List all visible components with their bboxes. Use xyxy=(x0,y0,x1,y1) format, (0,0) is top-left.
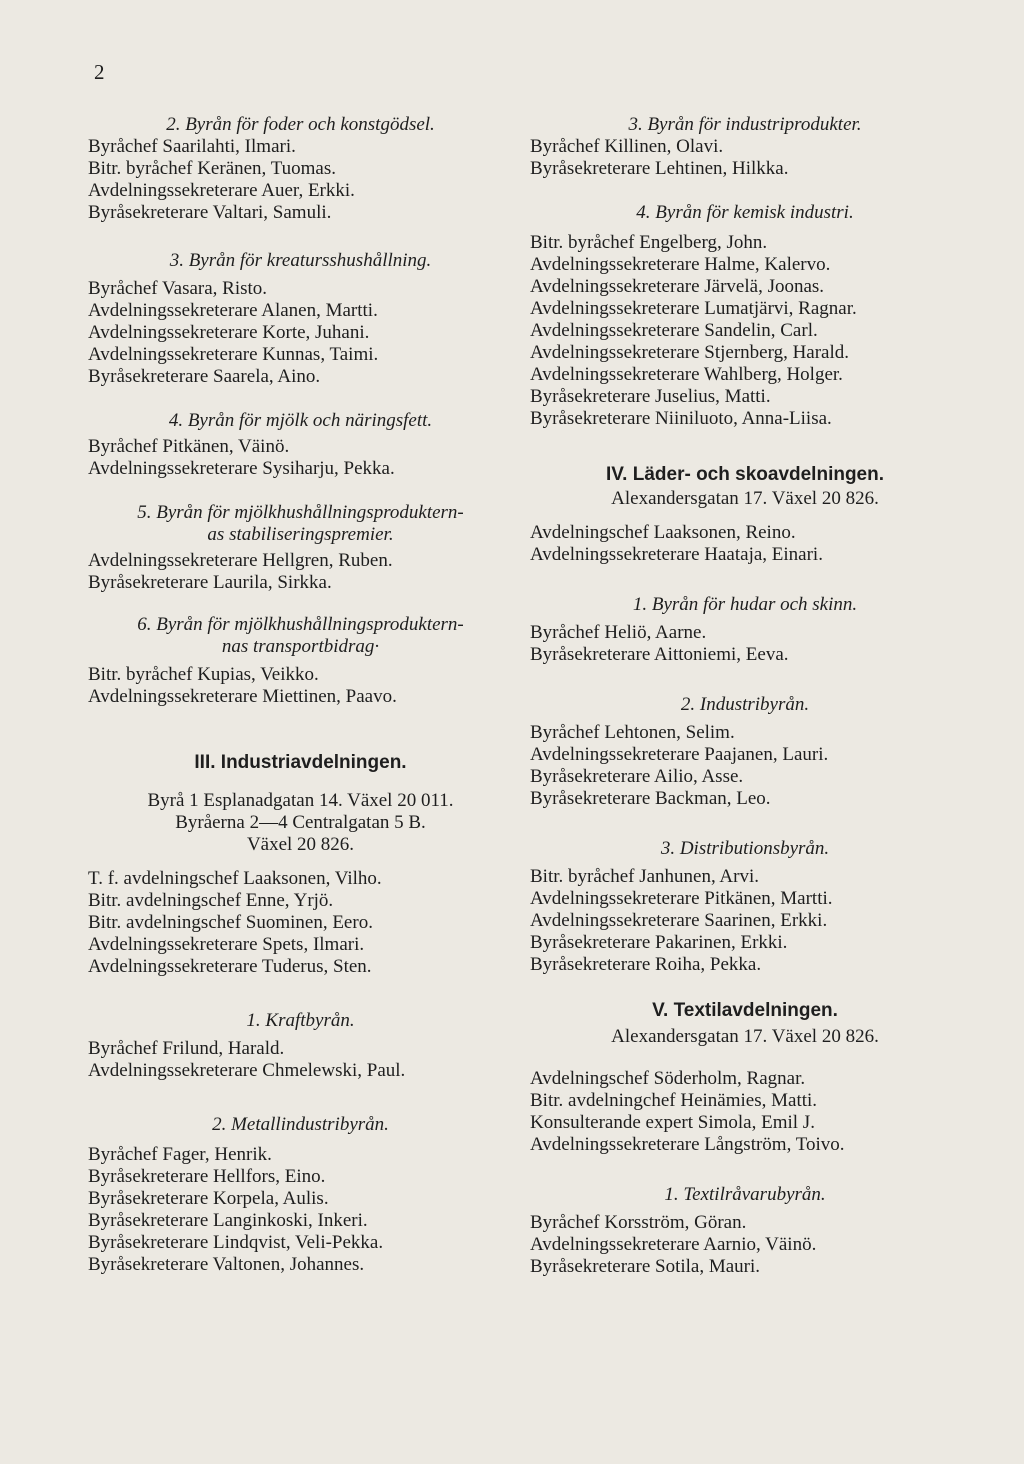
staff-entry: Bitr. avdelningchef Heinämies, Matti. xyxy=(530,1090,818,1111)
staff-entry: Avdelningssekreterare Auer, Erkki. xyxy=(88,180,355,201)
staff-entry: Konsulterande expert Simola, Emil J. xyxy=(530,1112,815,1133)
bureau-heading: 4. Byrån för mjölk och näringsfett. xyxy=(168,410,433,431)
staff-entry: Avdelningssekreterare Wahlberg, Holger. xyxy=(530,364,843,385)
staff-entry: Byråchef Lehtonen, Selim. xyxy=(530,722,735,743)
right-column xyxy=(530,114,960,1278)
staff-entry: Avdelningssekreterare Lumatjärvi, Ragnar. xyxy=(530,298,857,319)
address-line: Byrå 1 Esplanadgatan 14. Växel 20 011. xyxy=(147,790,454,811)
staff-entry: Byråsekreterare Niiniluoto, Anna-Liisa. xyxy=(530,408,832,429)
bureau-heading: 2. Industribyrån. xyxy=(680,694,810,715)
staff-entry: Byråchef Pitkänen, Väinö. xyxy=(88,436,290,457)
bureau-heading: 4. Byrån för kemisk industri. xyxy=(636,202,854,223)
bureau-heading: 5. Byrån för mjölkhushållningsproduktern- as stabiliseringspremier. xyxy=(137,502,464,545)
staff-entry: Byråsekreterare Lehtinen, Hilkka. xyxy=(530,158,789,179)
address-line: Växel 20 826. xyxy=(246,834,355,855)
staff-entry: Byråsekreterare Sotila, Mauri. xyxy=(530,1256,761,1277)
department-heading: V. Textilavdelningen. xyxy=(652,1000,838,1021)
staff-entry: Bitr. byråchef Janhunen, Arvi. xyxy=(530,866,760,887)
bureau-heading: 1. Textilråvarubyrån. xyxy=(664,1184,826,1205)
staff-entry: Byråsekreterare Lindqvist, Veli-Pekka. xyxy=(88,1232,384,1253)
staff-entry: Byråsekreterare Ailio, Asse. xyxy=(530,766,744,787)
staff-entry: Byråsekreterare Saarela, Aino. xyxy=(88,366,321,387)
staff-entry: Avdelningssekreterare Stjernberg, Harald. xyxy=(530,342,850,363)
staff-entry: Bitr. avdelningschef Enne, Yrjö. xyxy=(88,890,334,911)
staff-entry: Byråsekreterare Pakarinen, Erkki. xyxy=(530,932,788,953)
bureau-heading: 3. Distributionsbyrån. xyxy=(660,838,830,859)
bureau-heading: 1. Byrån för hudar och skinn. xyxy=(632,594,858,615)
staff-entry: Bitr. byråchef Kupias, Veikko. xyxy=(88,664,319,685)
staff-entry: Bitr. byråchef Keränen, Tuomas. xyxy=(88,158,337,179)
bureau-heading: 2. Byrån för foder och konstgödsel. xyxy=(166,114,435,135)
staff-entry: Avdelningssekreterare Halme, Kalervo. xyxy=(530,254,831,275)
staff-entry: Byråsekreterare Roiha, Pekka. xyxy=(530,954,762,975)
staff-entry: Avdelningschef Laaksonen, Reino. xyxy=(530,522,796,543)
staff-entry: Avdelningssekreterare Spets, Ilmari. xyxy=(88,934,365,955)
staff-entry: Bitr. byråchef Engelberg, John. xyxy=(530,232,768,253)
staff-entry: Bitr. avdelningschef Suominen, Eero. xyxy=(88,912,373,933)
staff-entry: Byråsekreterare Langinkoski, Inkeri. xyxy=(88,1210,368,1231)
staff-entry: T. f. avdelningschef Laaksonen, Vilho. xyxy=(88,868,382,889)
staff-entry: Avdelningssekreterare Järvelä, Joonas. xyxy=(530,276,825,297)
department-heading: IV. Läder- och skoavdelningen. xyxy=(605,464,885,485)
staff-entry: Byråsekreterare Valtari, Samuli. xyxy=(88,202,332,223)
staff-entry: Avdelningssekreterare Tuderus, Sten. xyxy=(88,956,372,977)
staff-entry: Byråsekreterare Valtonen, Johannes. xyxy=(88,1254,365,1275)
page-number: 2 xyxy=(94,60,105,84)
staff-entry: Byråsekreterare Hellfors, Eino. xyxy=(88,1166,326,1187)
bureau-heading: 2. Metallindustribyrån. xyxy=(212,1114,389,1135)
staff-entry: Byråchef Frilund, Harald. xyxy=(88,1038,285,1059)
bureau-heading: 1. Kraftbyrån. xyxy=(246,1010,355,1031)
staff-entry: Avdelningssekreterare Haataja, Einari. xyxy=(530,544,823,565)
bureau-heading: 6. Byrån för mjölkhushållningsproduktern- nas transportbidrag· xyxy=(137,614,464,657)
staff-entry: Avdelningssekreterare Sysiharju, Pekka. xyxy=(88,458,395,479)
staff-entry: Avdelningssekreterare Miettinen, Paavo. xyxy=(88,686,397,707)
address-line: Alexandersgatan 17. Växel 20 826. xyxy=(611,488,879,509)
staff-entry: Byråchef Killinen, Olavi. xyxy=(530,136,724,157)
staff-entry: Avdelningssekreterare Långström, Toivo. xyxy=(530,1134,845,1155)
staff-entry: Byråchef Fager, Henrik. xyxy=(88,1144,272,1165)
staff-entry: Byråchef Heliö, Aarne. xyxy=(530,622,707,643)
staff-entry: Byråchef Korsström, Göran. xyxy=(530,1212,747,1233)
staff-entry: Byråsekreterare Backman, Leo. xyxy=(530,788,771,809)
staff-entry: Avdelningssekreterare Kunnas, Taimi. xyxy=(88,344,379,365)
staff-entry: Byråchef Saarilahti, Ilmari. xyxy=(88,136,296,157)
address-line: Byråerna 2—4 Centralgatan 5 B. xyxy=(175,812,426,833)
staff-entry: Avdelningssekreterare Saarinen, Erkki. xyxy=(530,910,828,931)
left-column xyxy=(88,114,513,1276)
staff-entry: Avdelningssekreterare Pitkänen, Martti. xyxy=(530,888,833,909)
staff-entry: Avdelningssekreterare Korte, Juhani. xyxy=(88,322,370,343)
staff-entry: Avdelningssekreterare Aarnio, Väinö. xyxy=(530,1234,817,1255)
staff-entry: Byråsekreterare Juselius, Matti. xyxy=(530,386,771,407)
staff-entry: Avdelningssekreterare Sandelin, Carl. xyxy=(530,320,818,341)
staff-entry: Byråsekreterare Korpela, Aulis. xyxy=(88,1188,329,1209)
staff-entry: Byråsekreterare Laurila, Sirkka. xyxy=(88,572,332,593)
staff-entry: Avdelningschef Söderholm, Ragnar. xyxy=(530,1068,806,1089)
staff-entry: Avdelningssekreterare Chmelewski, Paul. xyxy=(88,1060,406,1081)
staff-entry: Avdelningssekreterare Alanen, Martti. xyxy=(88,300,378,321)
address-line: Alexandersgatan 17. Växel 20 826. xyxy=(611,1026,879,1047)
staff-entry: Byråsekreterare Aittoniemi, Eeva. xyxy=(530,644,789,665)
department-heading: III. Industriavdelningen. xyxy=(194,752,407,773)
bureau-heading: 3. Byrån för industriprodukter. xyxy=(628,114,862,135)
staff-entry: Avdelningssekreterare Paajanen, Lauri. xyxy=(530,744,829,765)
bureau-heading: 3. Byrån för kreatursshushållning. xyxy=(169,250,432,271)
staff-entry: Avdelningssekreterare Hellgren, Ruben. xyxy=(88,550,393,571)
staff-entry: Byråchef Vasara, Risto. xyxy=(88,278,268,299)
